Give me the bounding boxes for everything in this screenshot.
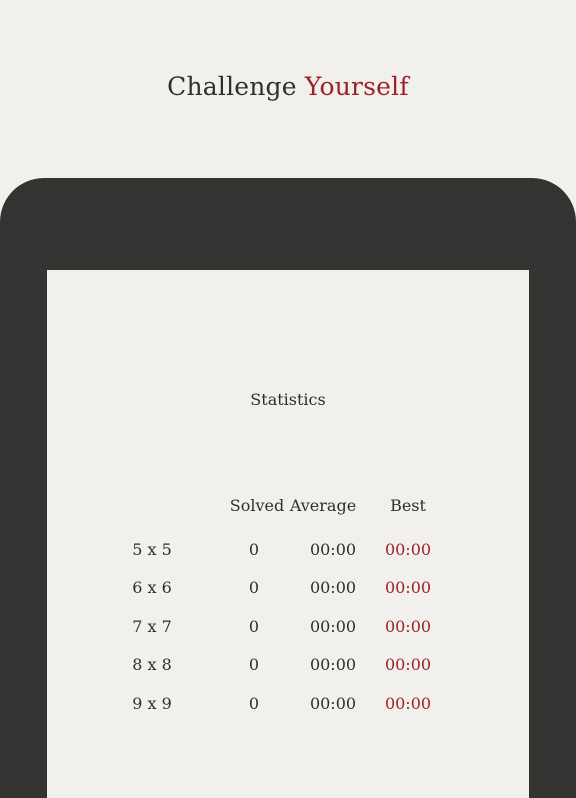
row-average: 00:00 bbox=[309, 694, 357, 713]
row-size: 5 x 5 bbox=[132, 540, 172, 559]
row-average: 00:00 bbox=[309, 655, 357, 674]
stats-row bbox=[47, 617, 529, 639]
row-best: 00:00 bbox=[384, 540, 432, 559]
stats-row bbox=[47, 578, 529, 600]
headline-dark-text: Challenge bbox=[167, 72, 297, 101]
row-solved: 0 bbox=[248, 578, 260, 597]
stats-row bbox=[47, 655, 529, 677]
row-average: 00:00 bbox=[309, 540, 357, 559]
row-average: 00:00 bbox=[309, 617, 357, 636]
row-solved: 0 bbox=[248, 655, 260, 674]
row-best: 00:00 bbox=[384, 655, 432, 674]
row-best: 00:00 bbox=[384, 694, 432, 713]
stats-row bbox=[47, 694, 529, 716]
device-frame bbox=[0, 178, 576, 798]
row-solved: 0 bbox=[248, 694, 260, 713]
headline-accent-text: Yourself bbox=[304, 72, 409, 101]
row-size: 8 x 8 bbox=[132, 655, 172, 674]
row-best: 00:00 bbox=[384, 578, 432, 597]
row-size: 6 x 6 bbox=[132, 578, 172, 597]
header-average: Average bbox=[289, 496, 357, 515]
statistics-title: Statistics bbox=[250, 390, 326, 409]
headline bbox=[0, 72, 576, 101]
header-best: Best bbox=[390, 496, 426, 515]
stats-row bbox=[47, 540, 529, 562]
row-size: 9 x 9 bbox=[132, 694, 172, 713]
row-solved: 0 bbox=[248, 540, 260, 559]
row-average: 00:00 bbox=[309, 578, 357, 597]
row-solved: 0 bbox=[248, 617, 260, 636]
device-screen bbox=[47, 270, 529, 798]
row-best: 00:00 bbox=[384, 617, 432, 636]
row-size: 7 x 7 bbox=[132, 617, 172, 636]
header-solved: Solved bbox=[229, 496, 285, 515]
